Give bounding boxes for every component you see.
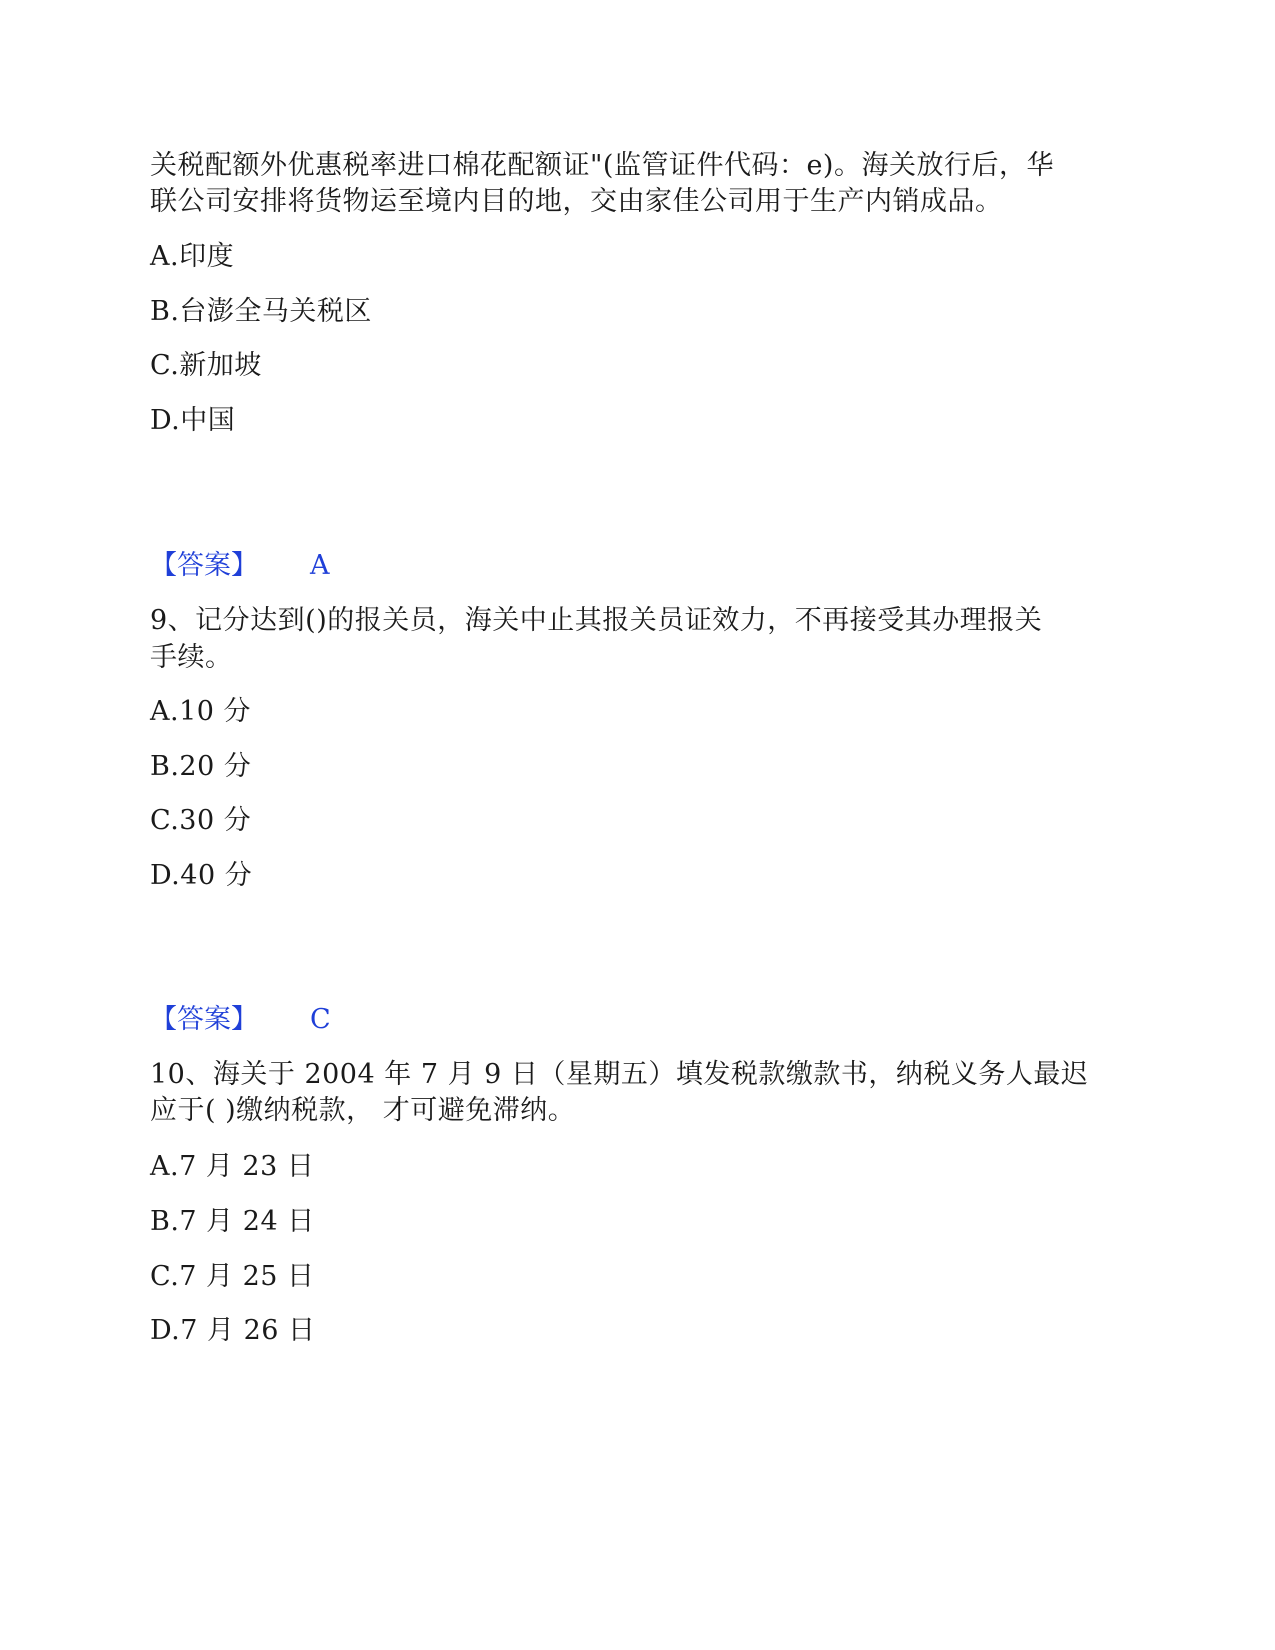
q9-option-a: A.10 分 bbox=[150, 696, 252, 727]
q10-option-d: D.7 月 26 日 bbox=[150, 1315, 316, 1346]
q9-stem-line-1: 9、记分达到()的报关员，海关中止其报关员证效力，不再接受其办理报关 bbox=[150, 605, 1043, 636]
q9-stem-line-2: 手续。 bbox=[150, 642, 233, 673]
q8-option-d: D.中国 bbox=[150, 405, 236, 436]
answer-value: A bbox=[310, 550, 330, 581]
q10-stem-line-1: 10、海关于 2004 年 7 月 9 日（星期五）填发税款缴款书，纳税义务人最迟 bbox=[150, 1059, 1089, 1090]
answer-label: 【答案】 bbox=[150, 1004, 258, 1035]
q9-option-c: C.30 分 bbox=[150, 805, 252, 836]
q10-option-c: C.7 月 25 日 bbox=[150, 1261, 315, 1292]
q8-stem-line-1: 关税配额外优惠税率进口棉花配额证"(监管证件代码：e)。海关放行后，华 bbox=[150, 150, 1054, 181]
q8-option-c: C.新加坡 bbox=[150, 350, 262, 381]
q10-stem-line-2: 应于( )缴纳税款， 才可避免滞纳。 bbox=[150, 1095, 576, 1126]
q10-option-b: B.7 月 24 日 bbox=[150, 1206, 315, 1237]
q8-stem-line-2: 联公司安排将货物运至境内目的地，交由家佳公司用于生产内销成品。 bbox=[150, 186, 1003, 217]
q10-option-a: A.7 月 23 日 bbox=[150, 1151, 315, 1182]
answer-label: 【答案】 bbox=[150, 550, 258, 581]
q9-answer bbox=[150, 1000, 331, 1040]
q8-option-b: B.台澎全马关税区 bbox=[150, 296, 372, 327]
q8-answer bbox=[150, 546, 330, 586]
q9-option-d: D.40 分 bbox=[150, 860, 253, 891]
q9-option-b: B.20 分 bbox=[150, 751, 252, 782]
q8-option-a: A.印度 bbox=[150, 241, 235, 272]
answer-value: C bbox=[310, 1004, 331, 1035]
